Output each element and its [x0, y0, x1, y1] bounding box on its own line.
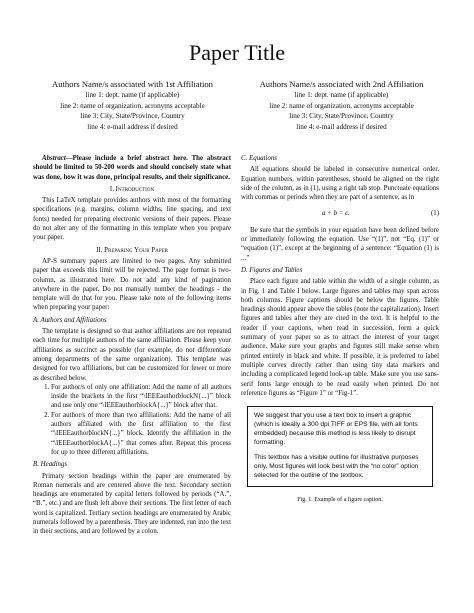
affiliation-line: line 1: dept. name (if applicable)	[85, 91, 180, 99]
author-block	[30, 78, 444, 132]
figure-text: We suggest that you use a text box to insert a graphic (which is ideally a 300 dpi TIFF or EPS file, with all fonts embedded) because this method is less likely to disrupt formatting.	[254, 412, 418, 446]
affiliation-line: line 3: City, State/Province, Country	[80, 112, 185, 121]
right-column	[241, 154, 439, 505]
figure-text: This textbox has a visible outline for illustrative purposes only. Most figures will look best with the “no color” option selected for the outline of the textbox.	[254, 454, 419, 479]
list-item: 2. For author/s of more than two affiliations: Add the name of all authors affiliated with the first affiliation to the first “\IEEEauthorblockN{...}” block. Identify the affiliation in the “\IEEEauthorblockA{...}” that comes after. Repeat this process for up to three different affiliations.	[51, 411, 231, 457]
subsection-heading-authors: A. Authors and Affiliations	[33, 316, 107, 324]
paragraph: Primary section headings within the paper are enumerated by Roman numerals and are centered above the text. Secondary section headings are enumerated by capital letters followed by periods (“A.”, “B.”, etc.) and are flush left above their sections. The first letter of each word is capitalized. Tertiary section headings are enumerated by Arabic numerals followed by a parenthesis. They are indented, run into the text in their sections, and are followed by a colon.	[33, 472, 231, 536]
equation	[241, 209, 439, 218]
equation-body: a + b = c.	[322, 210, 350, 218]
list-item: 1. For author/s of only one affiliation: Add the name of all authors inside the brackets in the first “\IEEEauthorblockN{...}” block and use only one “\IEEEauthorblockA{...}” block after that.	[51, 383, 231, 411]
paragraph: This LaTeX template provides authors with most of the formatting specifications (e.g. margins, column widths, line spacing, and text fonts) needed for preparing electronic versions of their papers. Please do not alter any of the formatting in this template when you prepare your paper.	[33, 197, 231, 242]
author-affiliation-1	[30, 78, 235, 132]
left-column	[33, 154, 231, 537]
author-name: Authors Name/s associated with 1st Affiliation	[52, 79, 213, 89]
paragraph: Be sure that the symbols in your equation have been defined before or immediately following the equation. Use “(1)”, not “Eq. (1)” or “equation (1)”, except at the beginning of a sentence: “Equation (1) is ...”	[241, 226, 439, 262]
affiliation-line: line 2: name of organization, acronyms acceptable	[269, 101, 414, 110]
abstract-lead: Abstract	[42, 155, 66, 162]
paragraph: Place each figure and table within the width of a single column, as in Fig. 1 and Table I below. Large figures and tables may span across both columns. Figure captions should be below the figures. Table headings should appear above the tables (note the capitalization). Insert figures and tables after they are cited in the text. It is helpful to the reader if your captions, when read in succession, form a quick summary of your paper so as to attract the interest of your target audience. Make sure your graphs and figures still make sense when printed entirely in black and white. If possible, it is preferred to label multiple curves directly rather than using tiny data markers and including a complicated legend look-up table. Make sure you use sans-serif fonts large enough to be read easily when printed. Do not reference figures as “Figure 1” or “Fig-1”.	[241, 278, 439, 397]
author-affiliation-2	[239, 78, 444, 132]
figure-caption: Fig. 1. Example of a figure caption.	[297, 496, 383, 503]
equation-number: (1)	[430, 210, 439, 218]
affiliation-line: line 1: dept. name (if applicable)	[294, 91, 389, 99]
subsection-heading-figures: D. Figures and Tables	[241, 266, 303, 274]
abstract-text: —Please include a brief abstract here. The abstract should be limited to 50-200 words and should concisely state what was done, how it was done, principal results, and their significance.	[33, 155, 231, 181]
paper-title: Paper Title	[189, 40, 285, 65]
affiliation-line: line 3: City, State/Province, Country	[289, 112, 394, 121]
subsection-heading-headings: B. Headings	[33, 461, 68, 469]
section-heading-introduction: I. Introduction	[109, 185, 155, 193]
author-name: Authors Name/s associated with 2nd Affiliation	[259, 79, 424, 89]
paragraph: AP-S summary papers are limited to two pages. Any submitted paper that exceeds this limit will be rejected. The page format is two-column, as illustrated here. Do not add any kind of pagination anywhere in the paper. Do not manually number the headings - the template will do that for you. Please take note of the following items when preparing your paper:	[33, 257, 231, 312]
paragraph: All equations should be labeled in consecutive numerical order. Equation numbers, within parentheses, should be aligned on the right side of the column, as in (1), using a right tab stop. Punctuate equations with commas or periods when they are part of a sentence, as in	[241, 166, 439, 202]
abstract	[33, 154, 231, 182]
affiliation-line: line 2: name of organization, acronyms acceptable	[60, 101, 205, 110]
numbered-list	[33, 383, 231, 457]
paragraph: The template is designed so that author affiliations are not repeated each time for multiple authors of the same affiliation. Please keep your affiliations as succinct as possible (for example, do not differentiate among departments of the same organization). This template was designed for two affiliations, but can be customized for fewer or more as described below.	[33, 328, 231, 382]
section-heading-preparing: II. Preparing Your Paper	[96, 246, 168, 254]
affiliation-line: line 4: e-mail address if desired	[87, 122, 178, 131]
figure-textbox	[247, 406, 433, 487]
affiliation-line: line 4: e-mail address if desired	[296, 122, 387, 131]
subsection-heading-equations: C. Equations	[241, 155, 277, 162]
